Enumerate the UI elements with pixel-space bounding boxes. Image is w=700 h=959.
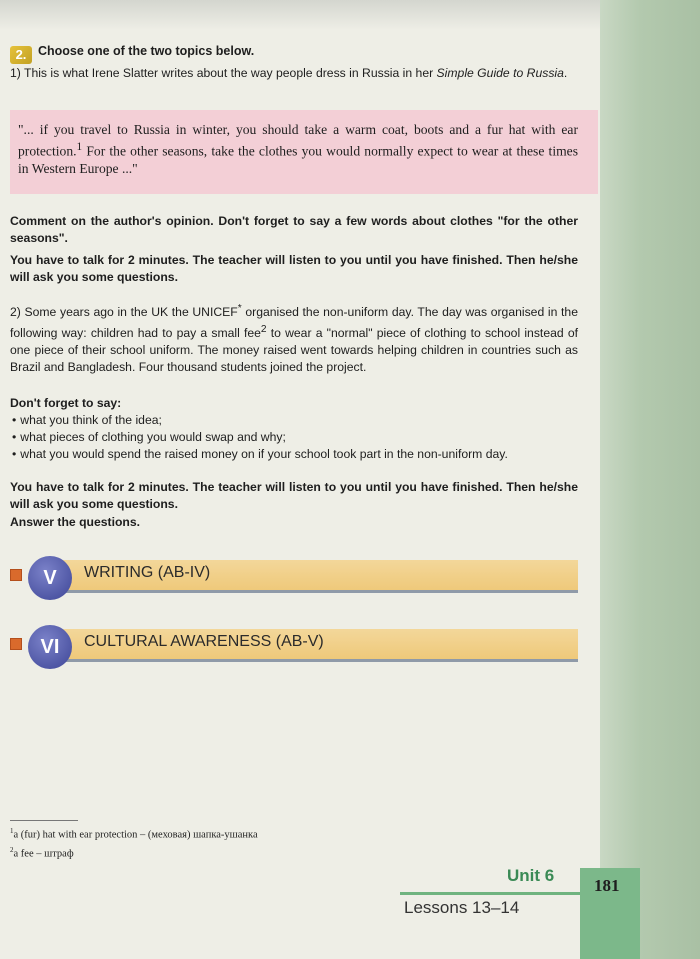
answer-questions: Answer the questions. [10,515,141,529]
top-shadow [0,0,600,30]
section-writing [10,556,578,596]
topic2-text: 2) Some years ago in the UK the UNICEF* organised the non-uniform day. The day was organised in the following way: children had to pay a small fee$^2$ to wear a "normal" piece of clothing to school instead of one piece of their school uniform. The money raised went towards helping children in countries such as Brazil and Bangladesh. Four thousand students joined the project. [10,303,578,375]
footnote-2: $^2$a fee – штраф [10,845,74,859]
task-number-badge: 2. [10,46,32,64]
topic2-talk-instruction: You have to talk for 2 minutes. The teacher will listen to you until you have finished. Then he/she will ask you some questions. [10,480,578,511]
section-title: CULTURAL AWARENESS (AB-V) [84,633,324,650]
section-numeral: VI [28,625,72,669]
topic1-comment: Comment on the author's opinion. Don't forget to say a few words about clothes "for the other seasons". [10,214,578,245]
section-numeral: V [28,556,72,600]
list-item: • what you would spend the raised money on if your school took part in the non-uniform day. [10,446,578,463]
footnotes [10,824,258,861]
dont-forget-heading: Don't forget to say: [10,396,122,410]
lessons-label: Lessons 13–14 [404,898,520,917]
quote-text: "... if you travel to Russia in winter, you should take a warm coat, boots and a fur hat with ear protection.$^1$ For the other seasons, take the clothes you would normally expect to wear at these times in Western Europe ..." [18,122,578,176]
footnote-rule [10,820,78,821]
list-item: • what you think of the idea; [10,412,578,429]
page-number: 181 [594,876,620,895]
topic2-reminders [10,395,578,463]
footnote-1: $^1$a (fur) hat with ear protection – (меховая) шапка-ушанка [10,827,258,841]
section-cultural-awareness [10,625,578,665]
task-heading [10,44,580,64]
list-item: • what pieces of clothing you would swap and why; [10,429,578,446]
section-title: WRITING (AB-IV) [84,564,211,581]
topic1-intro: 1) This is what Irene Slatter writes about the way people dress in Russia in her Simple Guide to Russia. [10,66,568,80]
unit-label: Unit 6 [507,866,555,885]
book-title: Simple Guide to Russia [436,66,564,80]
section-marker-icon [10,569,22,581]
footer-rule [400,892,580,895]
section-marker-icon [10,638,22,650]
task-title: Choose one of the two topics below. [38,44,255,58]
page-edge-green-band [600,0,700,959]
topic1-talk-instruction: You have to talk for 2 minutes. The teacher will listen to you until you have finished. Then he/she will ask you some questions. [10,253,578,284]
